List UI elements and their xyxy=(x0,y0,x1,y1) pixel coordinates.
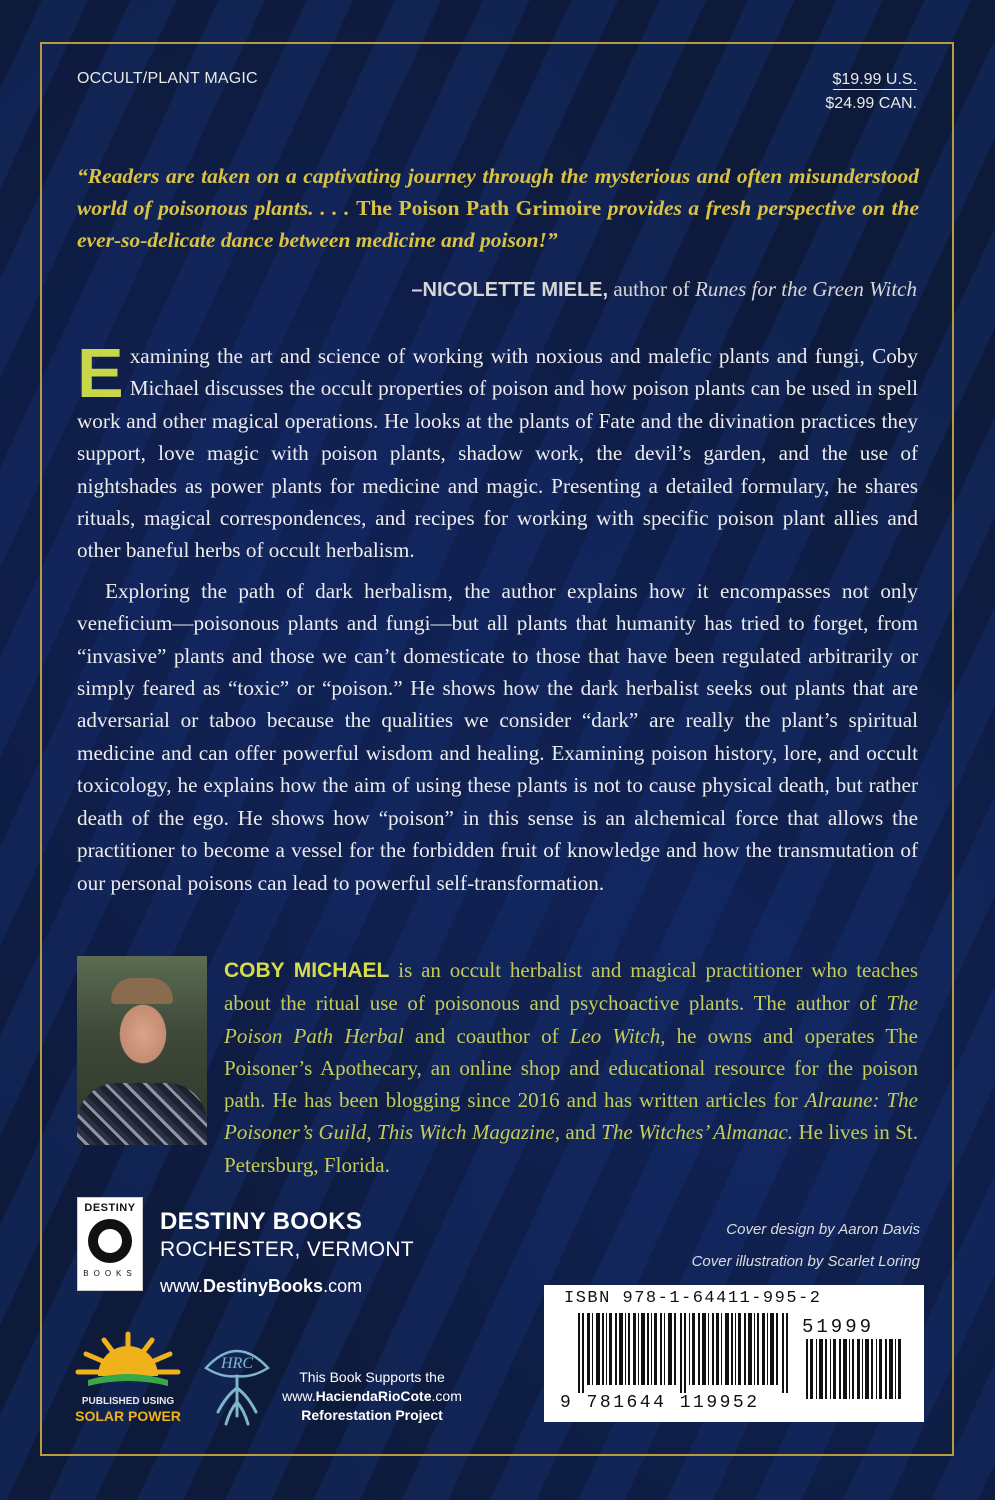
bio-text: he owns and operates The Poisoner’s Apothecary, an online shop and educational resource for the poison path. He has been blogging since 2016 and has written articles for xyxy=(224,1023,918,1113)
support-url[interactable] xyxy=(276,1387,468,1406)
hrc-tree-logo xyxy=(200,1338,274,1430)
bio-publication-title: The Witches’ Almanac. xyxy=(601,1120,794,1145)
author-photo-hair xyxy=(111,978,173,1004)
category-label: OCCULT/PLANT MAGIC xyxy=(77,70,258,87)
endorsement-quote xyxy=(77,160,919,256)
url-suffix: .com xyxy=(323,1276,363,1296)
cover-credits xyxy=(692,1214,920,1278)
price-can: $24.99 CAN. xyxy=(825,95,917,112)
bio-text: is an occult herbalist and magical practitioner who teaches about the ritual use of poisonous and psychoactive plants. The author of xyxy=(224,958,918,1016)
hrc-letters: HRC xyxy=(221,1355,253,1372)
cover-illustration-credit: Cover illustration by Scarlet Loring xyxy=(691,1253,920,1270)
drop-cap: E xyxy=(77,334,124,412)
publisher-info xyxy=(160,1208,414,1297)
bio-text: and coauthor of xyxy=(403,1023,570,1048)
description-text-1: xamining the art and science of working with noxious and malefic plants and fungi, Coby Michael discusses the occult properties of poison and how poison plants can be used in spell work and other magical operations. He looks at the plants of Fate and the divination practices they support, love magic with poison plants, shadow work, the devil’s garden, and the use of nightshades as power plants for medicine and magic. Presenting a detailed formulary, he shares rituals, magical correspondences, and recipes for working with specific poison plant allies and other baneful herbs of occult herbalism. xyxy=(77,344,918,563)
bio-book-title: The Poison Path Herbal xyxy=(224,991,918,1048)
publisher-location: ROCHESTER, VERMONT xyxy=(160,1238,414,1261)
book-description xyxy=(77,334,918,899)
description-paragraph-1 xyxy=(77,334,918,567)
support-line-3: Reforestation Project xyxy=(301,1407,443,1423)
bio-text: He lives in St. Petersburg, Florida. xyxy=(224,1120,919,1177)
url-domain: DestinyBooks xyxy=(203,1276,324,1296)
description-paragraph-2: Exploring the path of dark herbalism, the author explains how it encompasses not only veneficium—poisonous plants and fungi—but all plants that humanity has tried to forget, from “invasive” plants and those we can’t domesticate to those that have been regulated arbitrarily or simply feared as “toxic” or “poison.” He shows how the dark herbalist seeks out plants that are adversarial or taboo because the qualities we consider “dark” are really the plant’s spiritual medicine and can offer powerful wisdom and healing. Examining poison history, lore, and occult toxicology, he explains how the aim of using these plants is not to cause physical death, but rather death of the ego. He shows how “poison” in this sense is an alchemical force that allows the practitioner to become a vessel for the forbidden fruit of knowledge and how the transmutation of our personal poisons can lead to powerful self-transformation. xyxy=(77,578,918,895)
solar-power-badge xyxy=(70,1328,186,1428)
cover-design-credit: Cover design by Aaron Davis xyxy=(726,1221,920,1238)
ean-barcode xyxy=(578,1313,792,1393)
price-us: $19.99 U.S. xyxy=(832,71,917,88)
bio-text: and xyxy=(559,1120,602,1145)
price-block xyxy=(825,68,917,116)
logo-bottom-text: BOOKS xyxy=(83,1269,137,1278)
support-line-1: This Book Supports the xyxy=(299,1369,445,1385)
quote-book-title: The Poison Path Grimoire xyxy=(356,196,602,220)
logo-eye-icon xyxy=(88,1219,132,1263)
price-code: 51999 xyxy=(802,1316,875,1338)
author-bio xyxy=(224,954,918,1181)
bio-publication-titles: Alraune: The Poisoner’s Guild, This Witch Magazine, xyxy=(224,1088,918,1145)
author-photo-shirt xyxy=(77,1083,207,1145)
price-barcode xyxy=(806,1339,902,1399)
publisher-url[interactable] xyxy=(160,1276,414,1297)
support-url-domain: HaciendaRioCote xyxy=(315,1388,432,1404)
url-prefix: www. xyxy=(160,1276,204,1296)
attribution-book-title: Runes for the Green Witch xyxy=(694,277,917,301)
logo-top-text: DESTINY xyxy=(84,1202,136,1214)
barcode-panel xyxy=(544,1285,924,1422)
reforestation-support xyxy=(276,1368,468,1425)
bio-book-title: Leo Witch, xyxy=(569,1023,666,1048)
attribution-name: –NICOLETTE MIELE, xyxy=(411,279,609,301)
isbn-text: ISBN 978-1-64411-995-2 xyxy=(564,1289,822,1308)
support-url-prefix: www. xyxy=(282,1388,316,1404)
solar-label-2: SOLAR POWER xyxy=(75,1408,181,1424)
destiny-books-logo xyxy=(77,1197,143,1291)
quote-text-1: “Readers are taken on a captivating journey through the mysterious and often misunderstood world of poisonous plants. . . . xyxy=(77,164,919,220)
support-url-suffix: .com xyxy=(431,1388,462,1404)
quote-attribution xyxy=(411,277,917,302)
publisher-name: DESTINY BOOKS xyxy=(160,1208,363,1235)
solar-label-1: PUBLISHED USING xyxy=(81,1396,175,1407)
ean-digits: 9 781644 119952 xyxy=(560,1393,760,1413)
author-name: COBY MICHAEL xyxy=(224,959,390,982)
quote-text-2: provides a fresh perspective on the ever-so-delicate dance between medicine and poison!” xyxy=(77,196,920,252)
sun-icon xyxy=(70,1328,186,1394)
attribution-of: author of xyxy=(608,277,695,301)
author-photo xyxy=(77,956,207,1145)
